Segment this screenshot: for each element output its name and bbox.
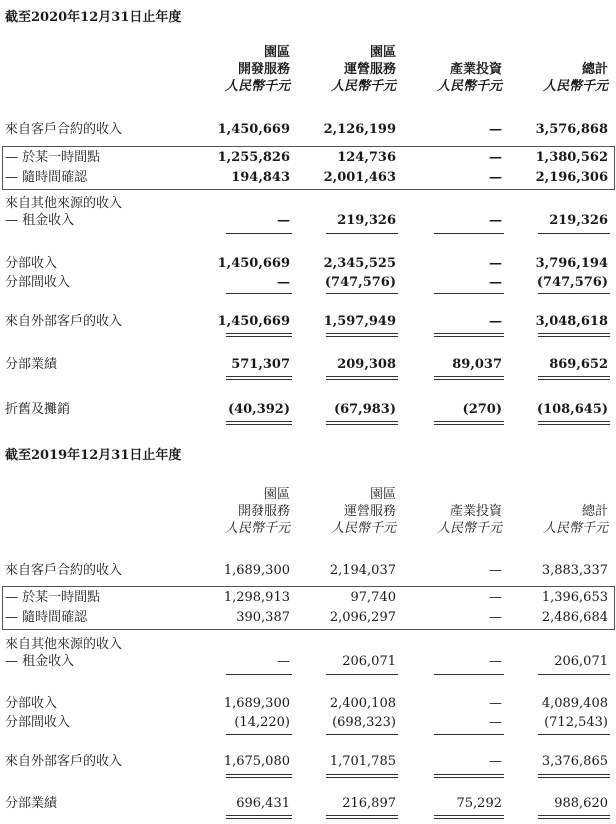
cell-value: — xyxy=(489,590,502,605)
cell-value: 1,298,913 xyxy=(223,590,290,605)
rule xyxy=(538,674,610,675)
cell-value: 216,897 xyxy=(342,796,396,811)
double-rule xyxy=(226,421,292,425)
column-header-industry-investment: 產業投資 人民幣千元 xyxy=(436,62,502,94)
cell-value: 1,689,300 xyxy=(223,696,290,711)
row-label: 分部收入 xyxy=(5,256,58,271)
cell-value: 2,196,306 xyxy=(535,170,608,185)
cell-value: — xyxy=(489,122,502,137)
cell-value: (14,220) xyxy=(234,715,290,730)
row-label: — 隨時間確認 xyxy=(5,610,88,625)
double-rule xyxy=(434,815,504,819)
cell-value: 1,450,669 xyxy=(217,314,290,329)
cell-value: 3,048,618 xyxy=(535,314,608,329)
cell-value: (698,323) xyxy=(332,715,396,730)
rule xyxy=(326,674,398,675)
cell-value: 219,326 xyxy=(337,213,396,228)
cell-value: 3,796,194 xyxy=(535,256,608,271)
rule xyxy=(226,293,292,294)
cell-value: 1,701,785 xyxy=(329,754,396,769)
rule xyxy=(538,293,610,294)
row-label: — 於某一時間點 xyxy=(5,590,101,605)
double-rule xyxy=(434,421,504,425)
cell-value: 2,194,037 xyxy=(329,563,396,578)
cell-value: 3,376,865 xyxy=(541,754,608,769)
double-rule xyxy=(538,815,610,819)
cell-value: 89,037 xyxy=(452,357,502,372)
cell-value: (747,576) xyxy=(536,275,608,290)
cell-value: 1,396,653 xyxy=(541,590,608,605)
cell-value: 1,255,826 xyxy=(217,150,290,165)
double-rule xyxy=(326,333,398,337)
cell-value: — xyxy=(277,275,290,290)
row-label: 分部收入 xyxy=(5,696,58,711)
row-label: 來自客戶合約的收入 xyxy=(5,122,123,137)
rule xyxy=(434,674,504,675)
cell-value: 696,431 xyxy=(236,796,290,811)
cell-value: 1,689,300 xyxy=(223,563,290,578)
cell-value: — xyxy=(489,314,502,329)
column-header-park-development: 園區 開發服務 人民幣千元 xyxy=(224,487,290,536)
cell-value: 2,486,684 xyxy=(541,610,608,625)
cell-value: 3,883,337 xyxy=(541,563,608,578)
double-rule xyxy=(326,815,398,819)
cell-value: 124,736 xyxy=(337,150,396,165)
double-rule xyxy=(538,421,610,425)
row-label: — 隨時間確認 xyxy=(5,170,88,185)
cell-value: 4,089,408 xyxy=(541,696,608,711)
cell-value: — xyxy=(489,256,502,271)
section-title-2019: 截至2019年12月31日止年度 xyxy=(5,448,182,463)
cell-value: 2,345,525 xyxy=(323,256,396,271)
row-label: 分部間收入 xyxy=(5,275,71,290)
cell-value: 869,652 xyxy=(549,357,608,372)
double-rule xyxy=(538,376,610,380)
cell-value: — xyxy=(489,150,502,165)
cell-value: 571,307 xyxy=(231,357,290,372)
rule xyxy=(434,233,504,234)
cell-value: 2,400,108 xyxy=(329,696,396,711)
double-rule xyxy=(326,421,398,425)
row-label: 折舊及攤銷 xyxy=(5,402,71,417)
cell-value: 206,071 xyxy=(342,654,396,669)
cell-value: (108,645) xyxy=(536,402,608,417)
cell-value: 97,740 xyxy=(350,590,396,605)
row-label: 分部間收入 xyxy=(5,715,71,730)
cell-value: 1,380,562 xyxy=(535,150,608,165)
rule xyxy=(226,734,292,735)
row-label: 來自其他來源的收入 xyxy=(5,196,123,211)
cell-value: — xyxy=(489,170,502,185)
rule xyxy=(538,233,610,234)
cell-value: 2,126,199 xyxy=(323,122,396,137)
row-label: 來自客戶合約的收入 xyxy=(5,563,123,578)
row-label: 來自外部客戶的收入 xyxy=(5,314,123,329)
cell-value: — xyxy=(489,654,502,669)
row-label: — 租金收入 xyxy=(5,213,75,228)
double-rule xyxy=(434,376,504,380)
column-header-total: 總計 人民幣千元 xyxy=(542,504,608,536)
cell-value: — xyxy=(277,213,290,228)
double-rule xyxy=(226,376,292,380)
cell-value: — xyxy=(489,610,502,625)
rule xyxy=(326,233,398,234)
double-rule xyxy=(538,774,610,778)
cell-value: 1,597,949 xyxy=(323,314,396,329)
double-rule xyxy=(226,815,292,819)
row-label: 分部業績 xyxy=(5,796,58,811)
rule xyxy=(326,293,398,294)
cell-value: 1,450,669 xyxy=(217,256,290,271)
double-rule xyxy=(226,774,292,778)
cell-value: 3,576,868 xyxy=(535,122,608,137)
double-rule xyxy=(326,376,398,380)
rule xyxy=(326,734,398,735)
cell-value: 1,675,080 xyxy=(223,754,290,769)
rule xyxy=(434,293,504,294)
cell-value: — xyxy=(277,654,290,669)
rule xyxy=(538,734,610,735)
cell-value: 209,308 xyxy=(337,357,396,372)
column-header-industry-investment: 產業投資 人民幣千元 xyxy=(436,504,502,536)
cell-value: — xyxy=(489,754,502,769)
cell-value: (270) xyxy=(462,402,502,417)
column-header-park-development: 園區 開發服務 人民幣千元 xyxy=(224,45,290,94)
cell-value: 1,450,669 xyxy=(217,122,290,137)
cell-value: — xyxy=(489,213,502,228)
rule xyxy=(434,734,504,735)
rule xyxy=(226,233,292,234)
cell-value: 219,326 xyxy=(549,213,608,228)
row-label: 分部業績 xyxy=(5,357,58,372)
double-rule xyxy=(434,333,504,337)
cell-value: 2,096,297 xyxy=(329,610,396,625)
column-header-park-operation: 園區 運營服務 人民幣千元 xyxy=(330,45,396,94)
double-rule xyxy=(326,774,398,778)
cell-value: — xyxy=(489,715,502,730)
double-rule xyxy=(434,774,504,778)
cell-value: — xyxy=(489,696,502,711)
double-rule xyxy=(538,333,610,337)
cell-value: 988,620 xyxy=(554,796,608,811)
double-rule xyxy=(226,333,292,337)
row-label: 來自其他來源的收入 xyxy=(5,637,123,652)
cell-value: — xyxy=(489,275,502,290)
cell-value: 75,292 xyxy=(456,796,502,811)
row-label: — 租金收入 xyxy=(5,654,75,669)
column-header-park-operation: 園區 運營服務 人民幣千元 xyxy=(330,487,396,536)
cell-value: — xyxy=(489,563,502,578)
cell-value: (67,983) xyxy=(333,402,396,417)
row-label: 來自外部客戶的收入 xyxy=(5,754,123,769)
section-title-2020: 截至2020年12月31日止年度 xyxy=(5,10,182,25)
row-label: — 於某一時間點 xyxy=(5,150,101,165)
cell-value: 206,071 xyxy=(554,654,608,669)
cell-value: (40,392) xyxy=(227,402,290,417)
cell-value: 2,001,463 xyxy=(323,170,396,185)
cell-value: (747,576) xyxy=(324,275,396,290)
cell-value: 194,843 xyxy=(231,170,290,185)
cell-value: 390,387 xyxy=(236,610,290,625)
column-header-total: 總計 人民幣千元 xyxy=(542,62,608,94)
cell-value: (712,543) xyxy=(544,715,608,730)
rule xyxy=(226,674,292,675)
